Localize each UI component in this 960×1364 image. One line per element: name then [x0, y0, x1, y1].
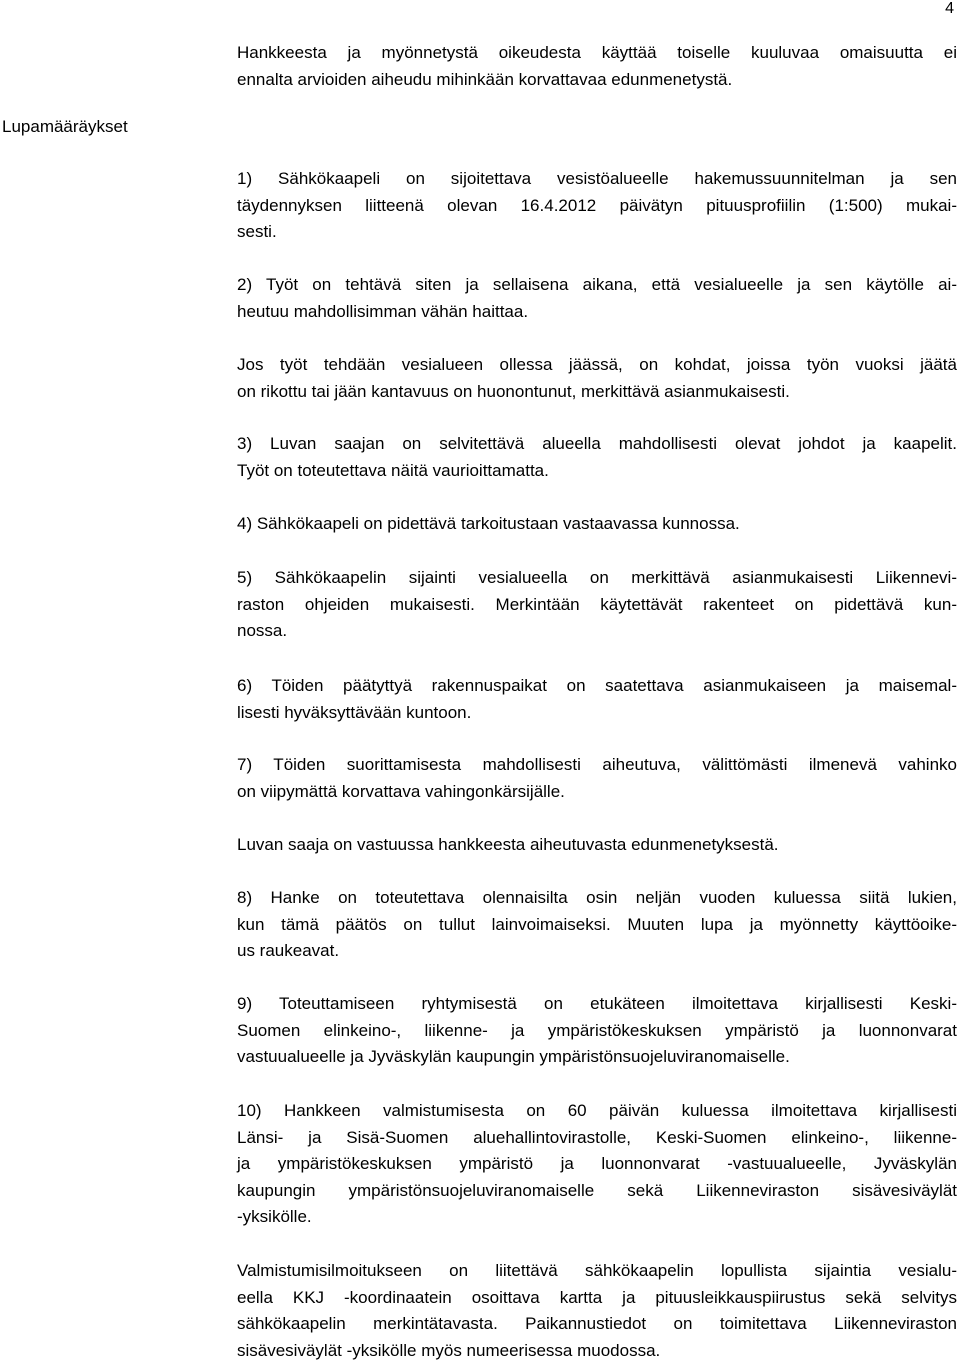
condition-4 [237, 511, 957, 538]
ice-paragraph [237, 352, 957, 405]
text-line: ennalta arvioiden aiheudu mihinkään korvattavaa edunmenetystä. [237, 69, 733, 89]
text-line: täydennyksen liitteenä olevan 16.4.2012 päivätyn pituusprofiilin (1:500) mukai- [237, 195, 957, 215]
text-line: 5) Sähkökaapelin sijainti vesialueella on merkittävä asianmukaisesti Liikennevi- [237, 568, 957, 587]
text-line: Jos työt tehdään vesialueen ollessa jäässä, on kohdat, joissa työn vuoksi jäätä [237, 355, 957, 374]
text-line: heutuu mahdollisimman vähän haittaa. [237, 301, 529, 321]
condition-2 [237, 272, 957, 325]
condition-3 [237, 431, 957, 484]
text-line: sisävesiväylät -yksikölle myös numeerisessa muodossa. [237, 1340, 661, 1360]
text-line: Hankkeesta ja myönnetystä oikeudesta käyttää toiselle kuuluvaa omaisuutta ei [237, 43, 957, 62]
text-line: 10) Hankkeen valmistumisesta on 60 päivän kuluessa ilmoitettava kirjallisesti [237, 1101, 957, 1120]
text-line: 6) Töiden päätyttyä rakennuspaikat on saatettava asianmukaiseen ja maisemal- [237, 676, 957, 695]
text-line: Työt on toteutettava näitä vaurioittamatta. [237, 460, 549, 480]
text-line: sähkökaapelin merkintätavasta. Paikannustiedot on toimitettava Liikenneviraston [237, 1314, 957, 1333]
text-line: 3) Luvan saajan on selvitettävä alueella mahdollisesti olevat johdot ja kaapelit. [237, 434, 957, 453]
text-line: on viipymättä korvattava vahingonkärsijälle. [237, 781, 565, 801]
text-line: lisesti hyväksyttävään kuntoon. [237, 702, 472, 722]
text-line: 9) Toteuttamiseen ryhtymisestä on etukäteen ilmoitettava kirjallisesti Keski- [237, 994, 957, 1013]
text-line: Luvan saaja on vastuussa hankkeesta aiheutuvasta edunmenetyksestä. [237, 835, 779, 854]
text-line: 1) Sähkökaapeli on sijoitettava vesistöalueelle hakemussuunnitelman ja sen [237, 169, 957, 188]
text-line: nossa. [237, 621, 288, 640]
text-line: 7) Töiden suorittamisesta mahdollisesti aiheutuva, välittömästi ilmenevä vahinko [237, 755, 957, 774]
condition-5 [237, 565, 957, 645]
text-line: Valmistumisilmoitukseen on liitettävä sähkökaapelin lopullista sijaintia vesialu- [237, 1261, 957, 1280]
condition-1 [237, 166, 957, 246]
text-line: 4) Sähkökaapeli on pidettävä tarkoitustaan vastaavassa kunnossa. [237, 514, 740, 533]
text-line: 8) Hanke on toteutettava olennaisilta osin neljän vuoden kuluessa siitä lukien, [237, 888, 957, 907]
text-line: kun tämä päätös on tullut lainvoimaiseksi. Muuten lupa ja myönnetty käyttöoike- [237, 914, 957, 934]
text-line: Länsi- ja Sisä-Suomen aluehallintovirastolle, Keski-Suomen elinkeino-, liikenne- [237, 1127, 957, 1147]
text-line: ja ympäristökeskuksen ympäristö ja luonnonvarat -vastuualueelle, Jyväskylän [237, 1154, 957, 1173]
condition-10 [237, 1098, 957, 1231]
condition-9 [237, 991, 957, 1071]
condition-6 [237, 673, 957, 726]
text-line: raston ohjeiden mukaisesti. Merkintään käytettävät rakenteet on pidettävä kun- [237, 594, 957, 614]
page-number: 4 [945, 0, 954, 17]
intro-paragraph [237, 40, 957, 93]
text-line: vastuualueelle ja Jyväskylän kaupungin ympäristönsuojeluviranomaiselle. [237, 1047, 790, 1066]
text-line: sesti. [237, 222, 277, 241]
text-line: Suomen elinkeino-, liikenne- ja ympäristökeskuksen ympäristö ja luonnonvarat [237, 1020, 957, 1040]
liability-paragraph [237, 832, 957, 859]
text-line: eella KKJ -koordinaatein osoittava kartta ja pituusleikkauspiirustus sekä selvitys [237, 1287, 957, 1307]
text-line: -yksikölle. [237, 1207, 312, 1226]
text-line: on rikottu tai jään kantavuus on huonontunut, merkittävä asianmukaisesti. [237, 381, 790, 401]
text-line: 2) Työt on tehtävä siten ja sellaisena aikana, että vesialueelle ja sen käytölle ai- [237, 275, 957, 294]
condition-8 [237, 885, 957, 965]
completion-report-paragraph [237, 1258, 957, 1364]
text-line: kaupungin ympäristönsuojeluviranomaiselle sekä Liikenneviraston sisävesiväylät [237, 1180, 957, 1200]
section-heading: Lupamääräykset [2, 117, 128, 136]
text-line: us raukeavat. [237, 941, 340, 960]
condition-7 [237, 752, 957, 805]
